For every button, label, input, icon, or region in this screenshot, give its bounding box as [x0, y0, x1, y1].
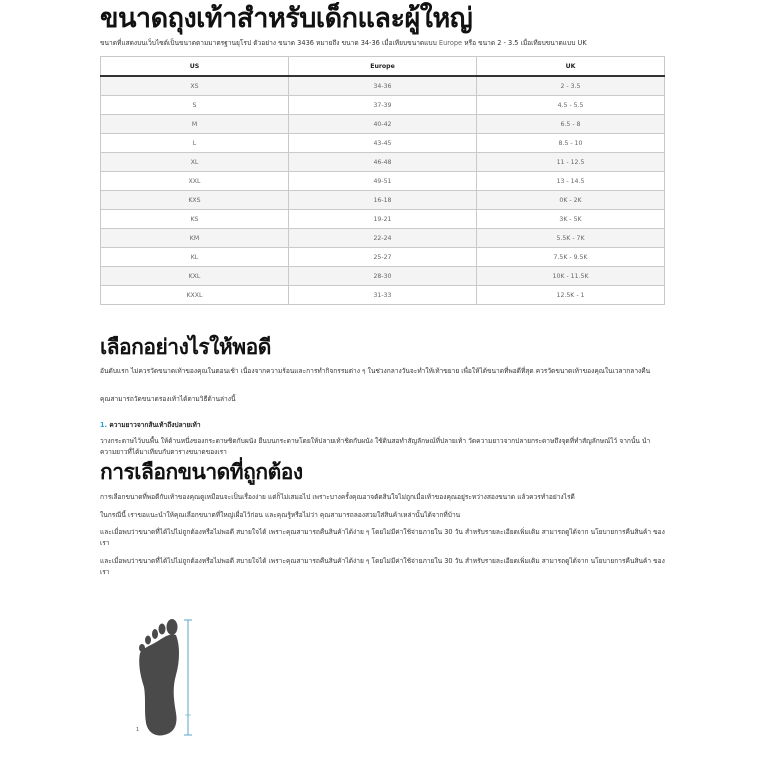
table-row — [101, 96, 665, 115]
fit-section-title: เลือกอย่างไรให้พอดี — [100, 335, 271, 359]
cell-uk: 10K - 11.5K — [477, 267, 665, 286]
table-row — [101, 286, 665, 305]
right-size-paragraph-1: การเลือกขนาดที่พอดีกับเท้าของคุณดูเหมือนจะเป็นเรื่องง่าย แต่ก็ไม่เสมอไป เพราะบางครั้งคุณอาจตัดสินใจไม่ถูกเมื่อเท้าของคุณอยู่ระหว่างสองขนาด แล้วควรทำอย่างไรดี — [100, 493, 575, 501]
cell-uk: 2 - 3.5 — [477, 76, 665, 96]
right-size-paragraph-3: และเมื่อพบว่าขนาดที่ได้ไปไม่ถูกต้องหรือไม่พอดี สบายใจได้ เพราะคุณสามารถคืนสินค้าได้ง่าย ๆ โดยไม่มีค่าใช้จ่ายภายใน 30 วัน สำหรับรายละเอียดเพิ่มเติม สามารถดูได้จาก นโยบายการคืนสินค้า ของเรา — [100, 528, 665, 547]
table-row — [101, 248, 665, 267]
size-table — [100, 56, 665, 305]
cell-europe: 43-45 — [289, 134, 477, 153]
cell-uk: 13 - 14.5 — [477, 172, 665, 191]
cell-europe: 16-18 — [289, 191, 477, 210]
cell-us: S — [101, 96, 289, 115]
step-description: วางกระดาษไว้บนพื้น ให้ด้านหนึ่งของกระดาษชิดกับผนัง ยืนบนกระดาษโดยให้ปลายเท้าชิดกับผนัง ใช้ดินสอทำสัญลักษณ์ที่ปลายเท้า วัดความยาวจากปลายกระดาษถึงจุดที่ทำสัญลักษณ์ไว้ จากนั้น นำความยาวที่ได้มาเทียบกับตารางขนาดของเรา — [100, 437, 651, 456]
column-header-europe: Europe — [289, 57, 477, 77]
table-row — [101, 267, 665, 286]
table-header-row — [101, 57, 665, 77]
column-header-us: US — [101, 57, 289, 77]
table-row — [101, 134, 665, 153]
cell-europe: 46-48 — [289, 153, 477, 172]
step-title: ความยาวจากส้นเท้าถึงปลายเท้า — [107, 421, 201, 429]
foot-measure-icon — [130, 615, 200, 740]
cell-us: XS — [101, 76, 289, 96]
intro-text-part1: ขนาดที่แสดงบนเว็บไซต์เป็นขนาดตามมาตรฐานยุโรป ตัวอย่าง ขนาด 3436 หมายถึง ขนาด 34-36 เมื่อเทียบขนาดแบบ — [100, 39, 439, 47]
page-title: ขนาดถุงเท้าสำหรับเด็กและผู้ใหญ่ — [100, 3, 473, 34]
cell-europe: 31-33 — [289, 286, 477, 305]
cell-europe: 28-30 — [289, 267, 477, 286]
cell-uk: 11 - 12.5 — [477, 153, 665, 172]
cell-us: KL — [101, 248, 289, 267]
intro-text-part2: หรือ ขนาด 2 - 3.5 เมื่อเทียบขนาดแบบ UK — [462, 39, 587, 47]
cell-us: M — [101, 115, 289, 134]
cell-us: KXXL — [101, 286, 289, 305]
cell-uk: 5.5K - 7K — [477, 229, 665, 248]
table-row — [101, 153, 665, 172]
cell-us: XXL — [101, 172, 289, 191]
right-size-paragraph-4: และเมื่อพบว่าขนาดที่ได้ไปไม่ถูกต้องหรือไม่พอดี สบายใจได้ เพราะคุณสามารถคืนสินค้าได้ง่าย ๆ โดยไม่มีค่าใช้จ่ายภายใน 30 วัน สำหรับรายละเอียดเพิ่มเติม สามารถดูได้จาก นโยบายการคืนสินค้า ของเรา — [100, 557, 665, 576]
cell-uk: 4.5 - 5.5 — [477, 96, 665, 115]
cell-uk: 6.5 - 8 — [477, 115, 665, 134]
cell-europe: 40-42 — [289, 115, 477, 134]
column-header-uk: UK — [477, 57, 665, 77]
step-number: 1. — [100, 421, 108, 429]
cell-europe: 19-21 — [289, 210, 477, 229]
cell-us: L — [101, 134, 289, 153]
table-row — [101, 115, 665, 134]
cell-us: KXL — [101, 267, 289, 286]
table-row — [101, 210, 665, 229]
table-row — [101, 172, 665, 191]
table-row — [101, 229, 665, 248]
cell-europe: 25-27 — [289, 248, 477, 267]
cell-europe: 34-36 — [289, 76, 477, 96]
cell-uk: 8.5 - 10 — [477, 134, 665, 153]
cell-europe: 37-39 — [289, 96, 477, 115]
fit-paragraph-1: อันดับแรก ไม่ควรวัดขนาดเท้าของคุณในตอนเช้า เนื่องจากความร้อนและการทำกิจกรรมต่าง ๆ ในช่วงกลางวันจะทำให้เท้าขยาย เพื่อให้ได้ขนาดที่พอดีที่สุด ควรวัดขนาดเท้าของคุณในเวลากลางคืน — [100, 367, 651, 375]
intro-europe-word: Europe — [438, 39, 463, 47]
step-heading — [100, 419, 201, 430]
cell-us: XL — [101, 153, 289, 172]
cell-us: KM — [101, 229, 289, 248]
cell-uk: 3K - 5K — [477, 210, 665, 229]
cell-europe: 49-51 — [289, 172, 477, 191]
cell-europe: 22-24 — [289, 229, 477, 248]
table-row — [101, 76, 665, 96]
cell-uk: 0K - 2K — [477, 191, 665, 210]
intro-text — [100, 38, 587, 48]
cell-uk: 7.5K - 9.5K — [477, 248, 665, 267]
right-size-paragraph-2: ในกรณีนี้ เราขอแนะนำให้คุณเลือกขนาดที่ใหญ่เผื่อไว้ก่อน และคุณรู้หรือไม่ว่า คุณสามารถลองสวมใส่สินค้าเหล่านั้นได้จากที่บ้าน — [100, 511, 461, 519]
fit-paragraph-2: คุณสามารถวัดขนาดรองเท้าได้ตามวิธีด้านล่างนี้ — [100, 395, 236, 403]
right-size-section-title: การเลือกขนาดที่ถูกต้อง — [100, 460, 303, 484]
table-row — [101, 191, 665, 210]
cell-us: KXS — [101, 191, 289, 210]
cell-uk: 12.5K - 1 — [477, 286, 665, 305]
cell-us: KS — [101, 210, 289, 229]
figure-label: 1 — [136, 727, 140, 733]
